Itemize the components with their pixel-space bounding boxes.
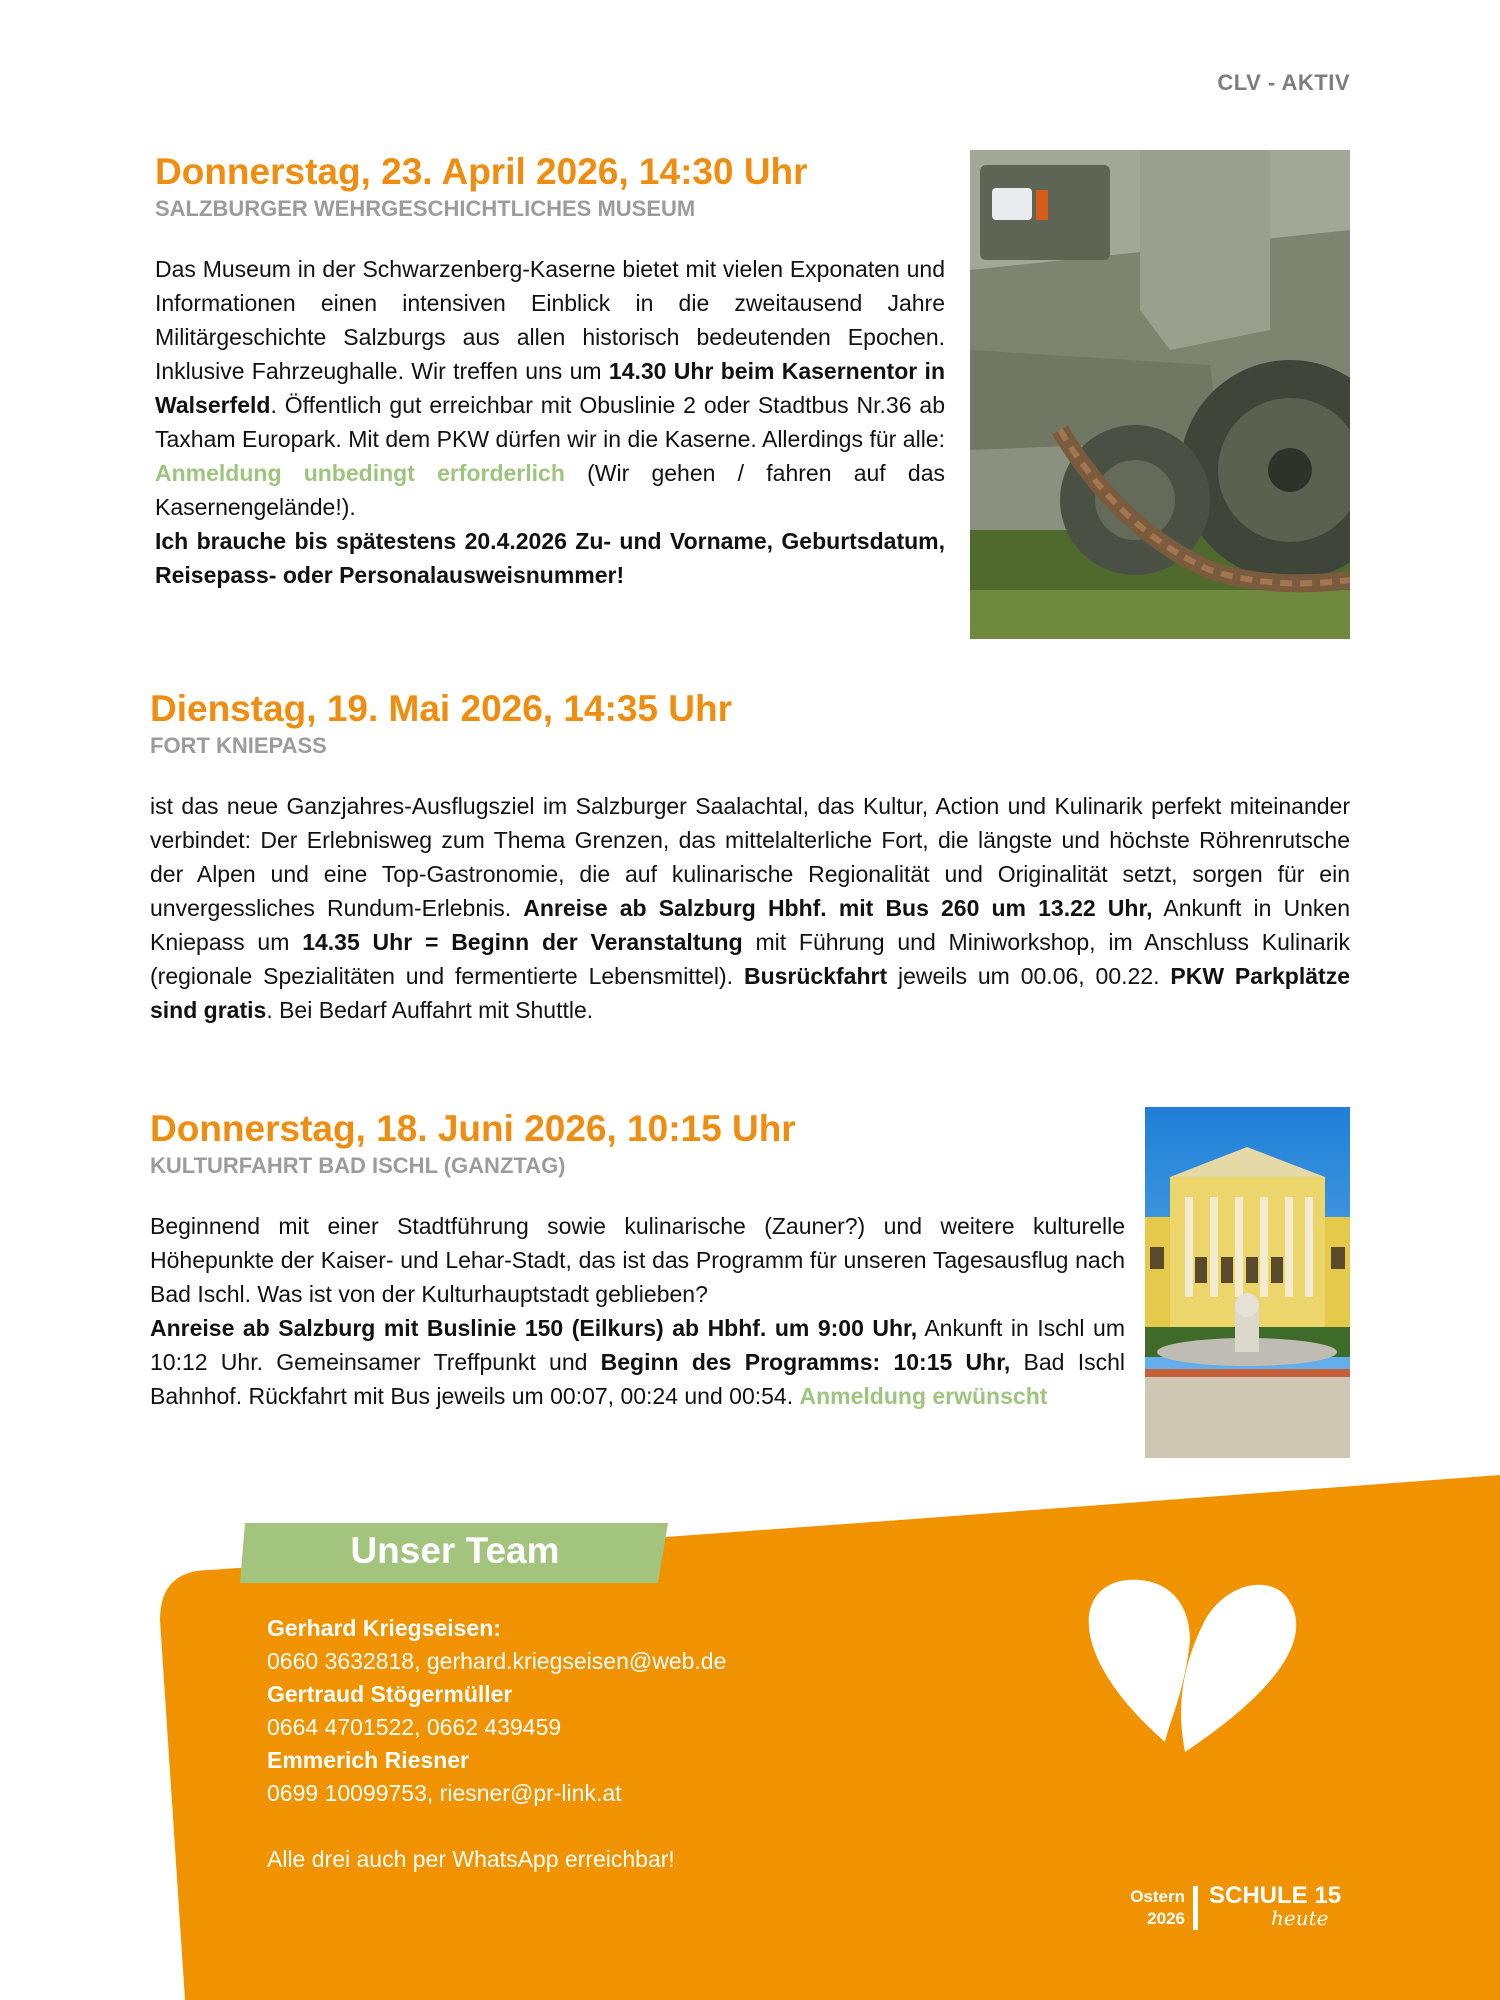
event-date: Dienstag, 19. Mai 2026, 14:35 Uhr (150, 688, 732, 729)
section-tag: CLV - AKTIV (1217, 70, 1350, 95)
team-note: Alle drei auch per WhatsApp erreichbar! (267, 1846, 675, 1872)
event-date: Donnerstag, 18. Juni 2026, 10:15 Uhr (150, 1108, 796, 1149)
event-title: FORT KNIEPASS (150, 733, 327, 758)
event-title: SALZBURGER WEHRGESCHICHTLICHES MUSEUM (155, 196, 696, 221)
event-title: KULTURFAHRT BAD ISCHL (GANZTAG) (150, 1153, 566, 1178)
magazine-subtitle: heute (1271, 1906, 1329, 1930)
footer-divider (1193, 1886, 1198, 1930)
member-contact: 0664 4701522, 0662 439459 (267, 1714, 562, 1740)
event-description: Beginnend mit einer Stadtführung sowie kulinarische (Zauner?) und weitere kulturelle Höhepunkte der Kaiser- und Lehar-Stadt, das ist das Programm für unseren Tagesausflug nach Bad Ischl. Was ist von der Kulturhauptstadt geblieben? Anreise ab Salzburg mit Buslinie 150 (Eilkurs) ab Hbhf. um 9:00 Uhr, Ankunft in Ischl um 10:12 Uhr. Gemeinsamer Treffpunkt und Beginn des Programms: 10:15 Uhr, Bad Ischl Bahnhof. Rückfahrt mit Bus jeweils um 00:07, 00:24 und 00:54. Anmeldung erwünscht (150, 1213, 1125, 1409)
member-contact: 0660 3632818, gerhard.kriegseisen@web.de (267, 1648, 727, 1674)
team-member (267, 1612, 726, 1678)
team-heading: Unser Team (350, 1530, 560, 1571)
event-date: Donnerstag, 23. April 2026, 14:30 Uhr (155, 151, 808, 192)
member-name: Gertraud Stögermüller (267, 1681, 513, 1707)
page-number: 15 (1314, 1882, 1342, 1909)
member-name: Emmerich Riesner (267, 1747, 469, 1773)
member-contact: 0699 10099753, riesner@pr-link.at (267, 1780, 622, 1806)
magazine-name: SCHULE 15 (1209, 1882, 1342, 1909)
team-member (267, 1744, 726, 1810)
issue-label: Ostern 2026 (1130, 1887, 1185, 1928)
member-name: Gerhard Kriegseisen: (267, 1615, 501, 1641)
event-description: Das Museum in der Schwarzenberg-Kaserne bietet mit vielen Exponaten und Informationen einen intensiven Einblick in die zweitausend Jahre Militärgeschichte Salzburgs aus allen historisch bedeutenden Epochen. Inklusive Fahrzeughalle. Wir treffen uns um 14.30 Uhr beim Kasernentor in Walserfeld. Öffentlich gut erreichbar mit Obuslinie 2 oder Stadtbus Nr.36 ab Taxham Europark. Mit dem PKW dürfen wir in die Kaserne. Allerdings für alle: Anmeldung unbedingt erforderlich (Wir gehen / fahren auf das Kasernengelände!). Ich brauche bis spätestens 20.4.2026 Zu- und Vorname, Geburtsdatum, Reisepass- oder Personalausweisnummer! (155, 256, 945, 588)
event-description: ist das neue Ganzjahres-Ausflugsziel im Salzburger Saalachtal, das Kultur, Action und Kulinarik perfekt miteinander verbindet: Der Erlebnisweg zum Thema Grenzen, das mittelalterliche Fort, die längste und höchste Röhrenrutsche der Alpen und eine Top-Gastronomie, die auf kulinarische Regionalität und Originalität setzt, sorgen für ein unvergessliches Rundum-Erlebnis. Anreise ab Salzburg Hbhf. mit Bus 260 um 13.22 Uhr, Ankunft in Unken Kniepass um 14.35 Uhr = Beginn der Veranstaltung mit Führung und Miniworkshop, im Anschluss Kulinarik (regionale Spezialitäten und fermentierte Lebensmittel). Busrückfahrt jeweils um 00.06, 00.22. PKW Parkplätze sind gratis. Bei Bedarf Auffahrt mit Shuttle. (150, 793, 1351, 1023)
team-member (267, 1678, 726, 1744)
team-list (267, 1612, 726, 1876)
